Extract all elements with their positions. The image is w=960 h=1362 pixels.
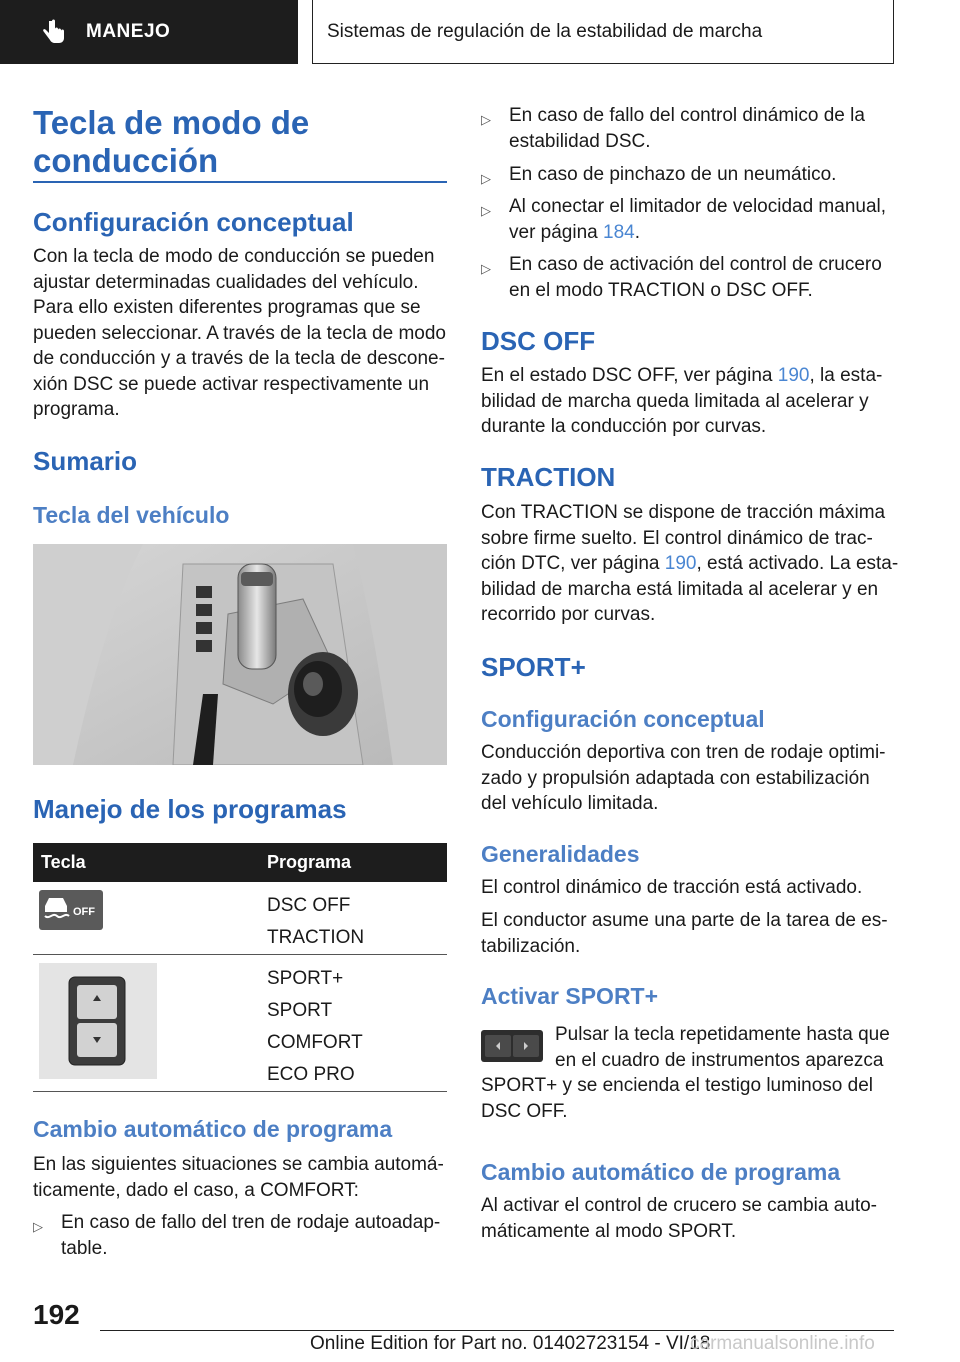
table-row [33,955,447,1092]
page-number: 192 [33,1299,80,1330]
vehicle-key-heading: Tecla del vehículo [33,502,230,528]
watermark: carmanualsonline.info [690,1333,875,1354]
mode-switch-rocker-icon [481,1030,543,1062]
activate-paragraph: SPORT+ y se encienda el testigo luminoso del DSC OFF. [481,1075,874,1122]
bullet-triangle-icon: ▷ [481,203,491,218]
dsc-off-paragraph: En el estado DSC OFF, ver página 190, la esta‐ bilidad de marcha queda limitada al acelerar y durante la conducción por curvas. [481,365,883,437]
auto-change-heading: Cambio automático de programa [33,1116,393,1142]
traction-paragraph: Con TRACTION se dispone de tracción máxima sobre firme suelto. El control dinámico de trac‐ ción DTC, ver página 190, está activado. La esta‐ bilidad de marcha está limitada al acelerar y en recorrido por curvas. [481,502,899,625]
concept-paragraph: Con la tecla de modo de conducción se pueden ajustar determinadas cualidades del vehículo. Para ello existen diferentes programas que se pueden seleccionar. A través de la tecla de modo de conducción y a través de la tecla de descone‐ xión DSC se puede activar respectivamente un programa. [33,246,446,420]
footer-rule [100,1330,894,1331]
program-comfort: COMFORT [267,1032,363,1053]
sport-concept-heading: Configuración conceptual [481,706,765,732]
traction-heading: TRACTION [481,462,616,492]
program-sport-plus: SPORT+ [267,968,344,989]
page-link-184[interactable]: 184 [603,221,635,243]
programs-table [33,843,447,1092]
programs-heading: Manejo de los programas [33,794,347,824]
sport-plus-heading: SPORT+ [481,652,586,682]
page-title: Tecla de modo de conducción [33,104,310,179]
activate-paragraph-short: Pulsar la tecla repetidamente hasta que en el cuadro de instrumentos aparezca [555,1024,890,1071]
hand-pointer-icon [40,18,68,46]
general-heading: Generalidades [481,841,640,867]
header-section-label: MANEJO [86,21,171,42]
header-chapter-tab [312,0,894,64]
general-p2: El conductor asume una parte de la tarea de es‐ tabilización. [481,910,888,957]
program-dsc-off: DSC OFF [267,895,351,916]
dsc-off-heading: DSC OFF [481,326,596,356]
auto-change-paragraph: En las siguientes situaciones se cambia automá‐ ticamente, dado el caso, a COMFORT: [33,1154,444,1201]
dsc-off-key-icon [39,890,103,930]
col-header-programa: Programa [267,843,447,882]
mode-switch-key-icon [39,963,157,1079]
svg-text:OFF: OFF [73,906,95,918]
auto-program-paragraph: Al activar el control de crucero se cambia auto‐ máticamente al modo SPORT. [481,1195,878,1242]
center-console-illustration [33,544,447,765]
bullet-triangle-icon: ▷ [33,1219,43,1234]
program-eco-pro: ECO PRO [267,1064,355,1085]
summary-heading: Sumario [33,446,138,476]
col-header-tecla: Tecla [33,843,267,882]
program-sport: SPORT [267,1000,333,1021]
sport-concept-paragraph: Conducción deportiva con tren de rodaje optimi‐ zado y propulsión adaptada con estabilización del vehículo limitada. [481,742,886,814]
bullet-triangle-icon: ▷ [481,261,491,276]
bullet-triangle-icon: ▷ [481,112,491,127]
general-p1: El control dinámico de tracción está activado. [481,877,863,898]
page-link-190[interactable]: 190 [777,365,810,386]
footer-edition: Online Edition for Part no. 01402723154 - VI/18 [310,1333,711,1354]
header-section-tab [0,0,298,64]
program-traction: TRACTION [267,927,365,948]
activate-heading: Activar SPORT+ [481,983,659,1009]
title-rule [33,181,447,183]
bullet-triangle-icon: ▷ [481,171,491,186]
page-link-190[interactable]: 190 [664,553,697,574]
table-row [33,882,447,955]
auto-program-heading: Cambio automático de programa [481,1159,841,1185]
header-chapter-label: Sistemas de regulación de la estabilidad de marcha [327,20,763,42]
concept-heading: Configuración conceptual [33,207,354,237]
